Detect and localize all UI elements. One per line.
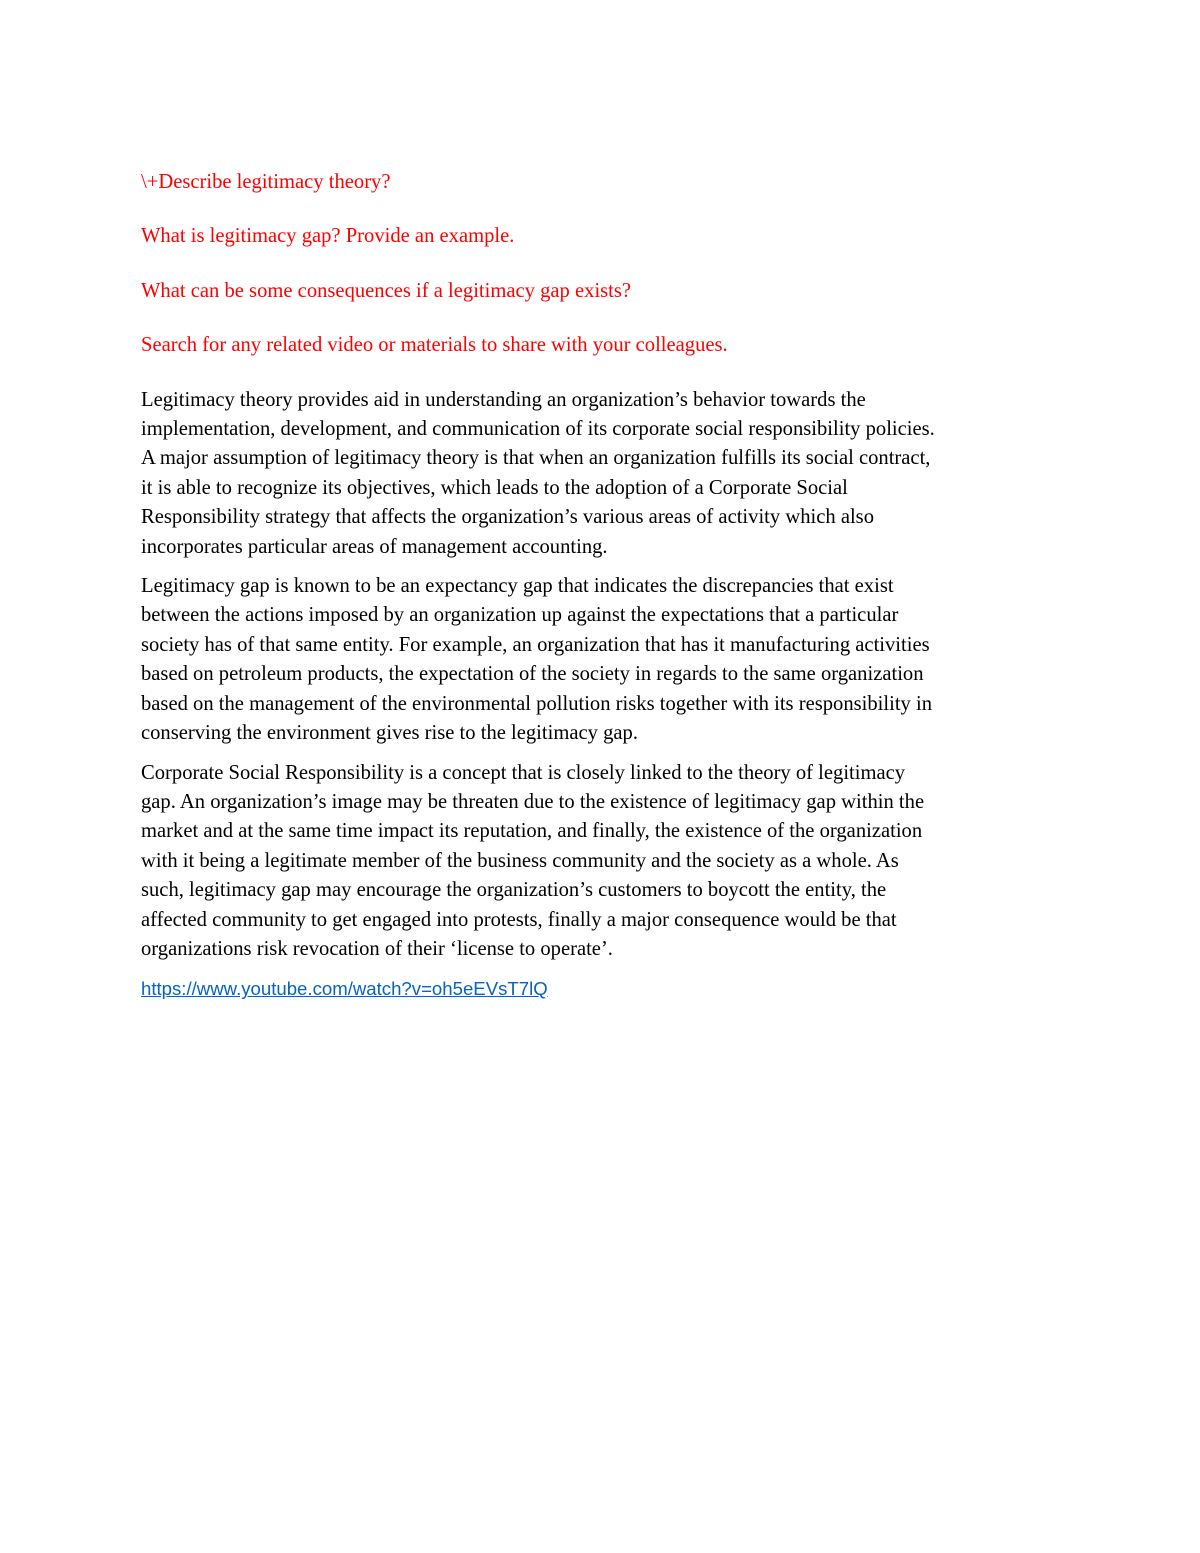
question-4: Search for any related video or materials to share with your colleagues. [141,334,728,357]
answer-line: such, legitimacy gap may encourage the organization’s customers to boycott the entity, the [141,879,887,902]
answer-line: gap. An organization’s image may be threaten due to the existence of legitimacy gap within the [141,790,925,813]
answer-line: A major assumption of legitimacy theory is that when an organization fulfills its social contract, [141,447,931,470]
answer-line: Legitimacy gap is known to be an expectancy gap that indicates the discrepancies that exist [141,575,894,598]
answer-line: conserving the environment gives rise to the legitimacy gap. [141,722,638,745]
answer-line: incorporates particular areas of management accounting. [141,535,608,558]
question-3: What can be some consequences if a legitimacy gap exists? [141,279,632,302]
answer-line: organizations risk revocation of their ‘license to operate’. [141,937,613,960]
answer-line: Legitimacy theory provides aid in understanding an organization’s behavior towards the [141,388,866,411]
answer-line: it is able to recognize its objectives, which leads to the adoption of a Corporate Social [141,476,848,499]
question-1: \+Describe legitimacy theory? [141,171,391,193]
answer-line: with it being a legitimate member of the business community and the society as a whole. As [141,849,899,872]
answer-line: based on the management of the environmental pollution risks together with its responsibility in [141,692,932,715]
answer-line: based on petroleum products, the expectation of the society in regards to the same organization [141,663,924,686]
answer-line: between the actions imposed by an organization up against the expectations that a particular [141,604,899,627]
question-2: What is legitimacy gap? Provide an example. [141,225,515,248]
answer-paragraph-consequences [141,759,1061,965]
answer-line: Corporate Social Responsibility is a concept that is closely linked to the theory of legitimacy [141,761,906,784]
youtube-video-link[interactable]: https://www.youtube.com/watch?v=oh5eEVsT7lQ [141,978,548,1000]
document-body [141,168,1061,1004]
answer-line: Responsibility strategy that affects the organization’s various areas of activity which also [141,506,874,529]
answer-paragraph-legitimacy-theory [141,386,1061,562]
answer-line: implementation, development, and communication of its corporate social responsibility policies. [141,418,935,441]
answer-line: affected community to get engaged into protests, finally a major consequence would be that [141,908,897,931]
answer-line: market and at the same time impact its reputation, and finally, the existence of the organization [141,820,923,843]
answer-paragraph-legitimacy-gap [141,572,1061,748]
video-link-paragraph [141,974,1061,1003]
answer-line: society has of that same entity. For example, an organization that has it manufacturing activities [141,633,930,656]
